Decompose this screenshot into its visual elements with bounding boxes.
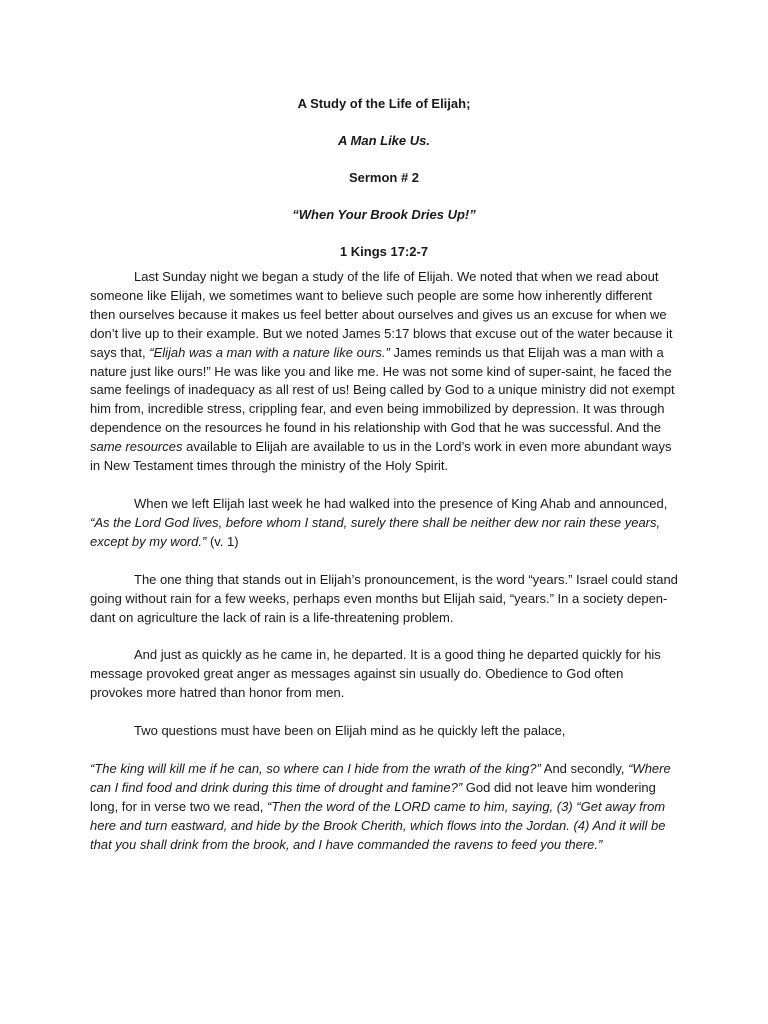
italic-quote-text: “Where can I find food and drink during this time of drought and famine?” xyxy=(90,761,671,795)
body-paragraph xyxy=(90,268,678,476)
italic-quote-text: “Then the word of the LORD came to him, saying, (3) “Get away from here and turn eastward, and hide by the Brook Cherith, which flows into the Jordan. (4) And it will be that you shall drink from the brook, and I have commanded the ravens to feed you there.” xyxy=(90,798,666,852)
paragraph-text: And just as quickly as he came in, he departed. It is a good thing he departed quickly for his message provoked great anger as messages against sin usually do. Obedience to God often provokes more hatred than honor from men. xyxy=(90,647,661,701)
paragraph-text: And secondly, xyxy=(540,761,629,777)
sermon-body xyxy=(90,268,678,874)
body-paragraph xyxy=(90,646,678,703)
paragraph-text: (v. 1) xyxy=(206,533,239,549)
body-paragraph xyxy=(90,571,678,628)
scripture-reference: 1 Kings 17:2-7 xyxy=(339,244,429,259)
italic-quote-text: “Elijah was a man with a nature like ours.” xyxy=(149,344,390,360)
italic-quote-text: “As the Lord God lives, before whom I stand, surely there shall be neither dew nor rain these years, except by my word.” xyxy=(90,514,661,549)
heading-block xyxy=(0,96,768,281)
body-paragraph xyxy=(90,760,678,855)
document-subtitle: A Man Like Us. xyxy=(338,133,430,148)
paragraph-text: Two questions must have been on Elijah mind as he quickly left the palace, xyxy=(134,723,566,739)
sermon-number: Sermon # 2 xyxy=(348,170,420,185)
paragraph-text: Last Sunday night we began a study of the life of Elijah. We noted that when we read about someone like Elijah, we sometimes want to believe such people are some how inherently different then ourselves because it makes us feel better about ourselves and gives us an excuse for when we don’t live up to their example. But we noted James 5:17 blows that excuse out of the water because it says that, xyxy=(90,269,673,360)
paragraph-text: available to Elijah are available to us in the Lord’s work in even more abundant ways in New Testament times through the ministry of the Holy Spirit. xyxy=(90,439,672,474)
body-paragraph xyxy=(90,722,678,741)
paragraph-text: The one thing that stands out in Elijah’s pronouncement, is the word “years.” Israel could stand going without rain for a few weeks, perhaps even months but Elijah said, “years.” In a society depen-dant on agriculture the lack of rain is a life-threatening problem. xyxy=(90,571,678,625)
sermon-title: “When Your Brook Dries Up!” xyxy=(292,207,476,222)
paragraph-text: God did not leave him wondering long, for in verse two we read, xyxy=(90,779,656,814)
paragraph-text: When we left Elijah last week he had walked into the presence of King Ahab and announced, xyxy=(134,495,668,511)
italic-quote-text: same resources xyxy=(90,439,183,455)
italic-quote-text: “The king will kill me if he can, so where can I hide from the wrath of the king?” xyxy=(90,761,541,777)
body-paragraph xyxy=(90,495,678,552)
paragraph-text: James reminds us that Elijah was a man with a nature just like ours!” He was like you and like me. He was not some kind of super-saint, he faced the same feelings of inadequacy as all rest of us! Being called by God to a unique ministry did not exempt him from, incredible stress, crippling fear, and even being immobilized by depression. It was through dependence on the resources he found in his relationship with God that he was successful. And the xyxy=(90,344,675,436)
document-title: A Study of the Life of Elijah; xyxy=(297,96,471,111)
